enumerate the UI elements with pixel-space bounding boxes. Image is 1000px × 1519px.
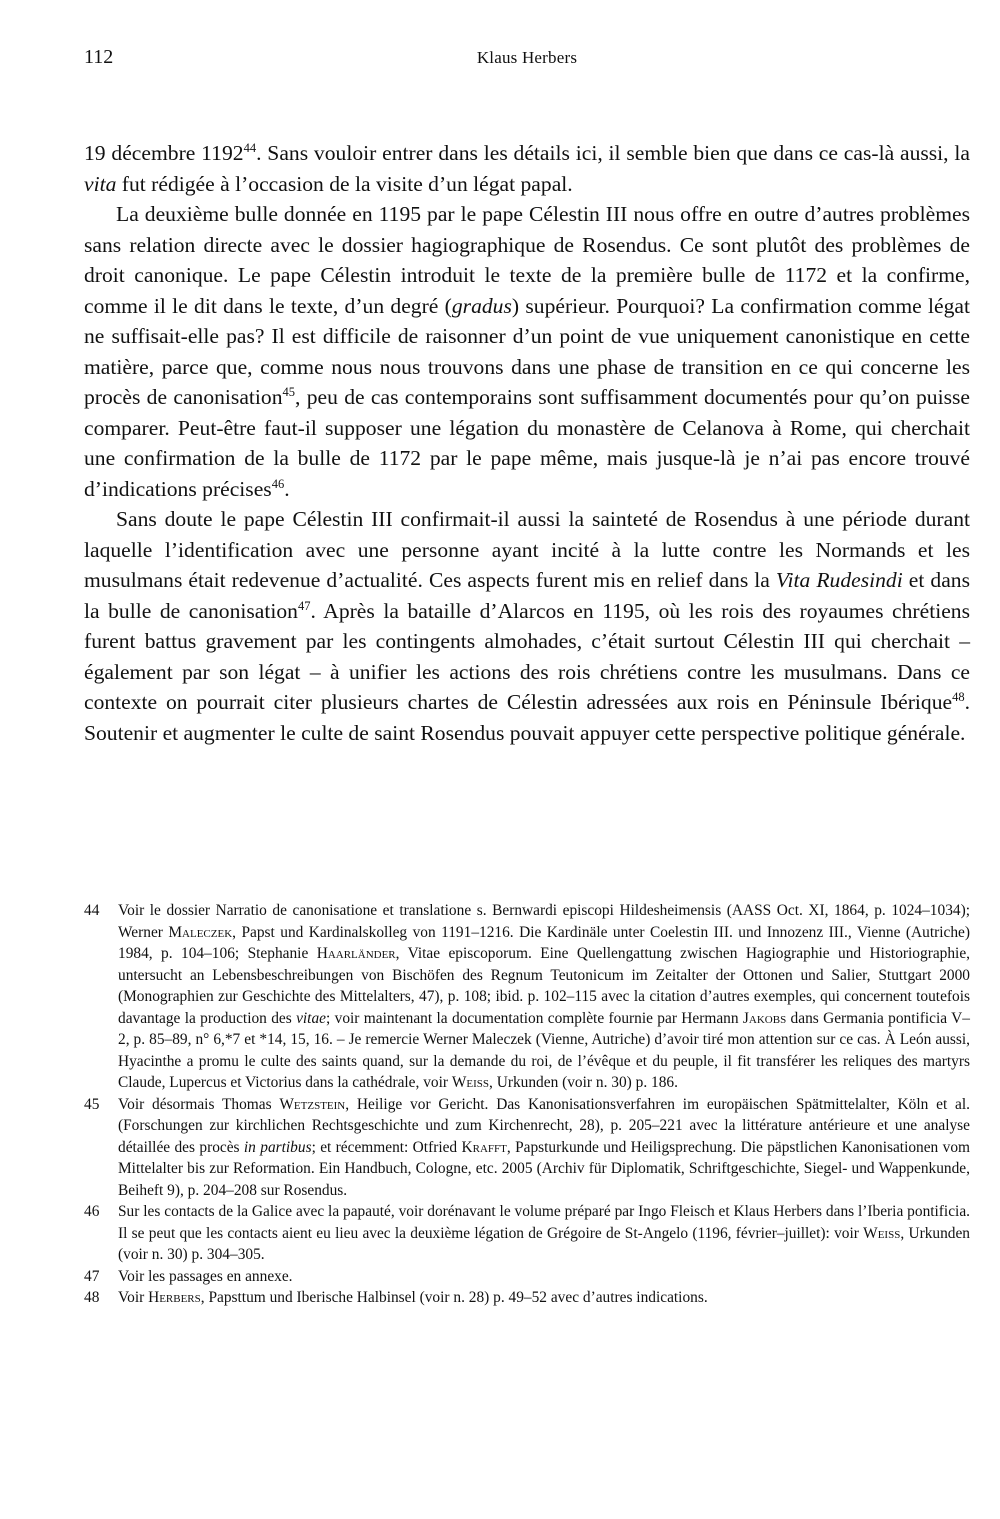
text-run: fut rédigée à l’occasion de la visite d’un légat papal. xyxy=(116,171,573,196)
footnote-text xyxy=(118,1201,970,1266)
author-name: Herbers xyxy=(148,1289,201,1306)
text-run: Voir xyxy=(118,1289,149,1306)
page-header xyxy=(84,40,970,76)
footnote-48 xyxy=(84,1287,970,1309)
italic-term: in partibus xyxy=(243,1138,312,1156)
footnote-46 xyxy=(84,1201,970,1266)
footnote-ref-44[interactable]: 44 xyxy=(243,140,257,155)
footnote-number: 48 xyxy=(84,1289,100,1306)
paragraph-3 xyxy=(84,504,970,748)
footnote-ref-48[interactable]: 48 xyxy=(952,689,965,704)
text-run: ; voir maintenant la documentation complète fournie par Hermann xyxy=(326,1009,743,1027)
running-head: Klaus Herbers xyxy=(476,48,578,67)
author-name: Jakobs xyxy=(742,1009,787,1027)
footnote-number: 44 xyxy=(84,902,100,919)
footnote-text xyxy=(118,1266,970,1288)
text-run: 19 décembre 1192 xyxy=(84,141,244,165)
footnote-ref-46[interactable]: 46 xyxy=(271,476,285,491)
footnote-ref-45[interactable]: 45 xyxy=(282,384,296,399)
text-run: . Soutenir et augmenter le culte de saint Rosendus pouvait appuyer cette perspective politique générale. xyxy=(84,690,970,745)
footnote-44 xyxy=(84,900,970,1094)
text-run: . Après la bataille d’Alarcos en 1195, où les rois des royaumes chrétiens furent battus gravement par les contingents almohades, c’était surtout Célestin III qui cherchait – également par son légat – à unifier les actions des rois chrétiens contre les musulmans. Dans ce contexte on pourrait citer plusieurs chartes de Célestin adressées aux rois en Péninsule Ibérique xyxy=(84,598,970,714)
footnote-47 xyxy=(84,1266,970,1288)
text-run: , peu de cas contemporains sont suffisamment documentés pour qu’on puisse comparer. Peut-être faut-il supposer une légation du monastère de Celanova à Rome, qui cherchait une confirmation de la bulle de 1172 par le pape même, mais jusque-là je n’ai pas encore trouvé d’indications précises xyxy=(84,385,970,501)
author-name: Weiss xyxy=(451,1074,490,1091)
footnote-text xyxy=(118,1094,970,1202)
paragraph-1 xyxy=(84,138,970,199)
footnote-text xyxy=(118,1287,970,1309)
footnote-45 xyxy=(84,1094,970,1202)
footnote-text xyxy=(118,900,970,1094)
page xyxy=(84,40,971,1306)
text-run: , Papsturkunde und Heiligsprechung. Die päpstlichen Kanonisationen vom Mittelalter bis zur Reformation. Ein Handbuch, Cologne, etc. 2005 (Archiv für Diplomatik, Schriftgeschichte, Siegel- und Wappenkunde, Beiheft 9), p. 204–208 sur Rosendus. xyxy=(118,1138,970,1199)
footnote-number: 46 xyxy=(84,1203,100,1220)
italic-term: vita xyxy=(84,171,117,196)
author-name: Haarländer xyxy=(316,945,396,962)
author-name: Wetzstein xyxy=(279,1095,346,1113)
text-run: , Vitae episcoporum. Eine Quellengattung zwischen Hagiographie und Historiographie, untersucht an Lebensbeschreibungen von Bischöfen des Regnum Teutonicum im Zeitalter der Ottonen und Salier, Stuttgart 2000 (Monographien zur Geschichte des Mittelalters, 47), p. 108; ibid. p. 102–115 avec la citation d’autres exemples, qui concernent toutefois davantage la production des xyxy=(118,945,970,1027)
text-run: . Sans vouloir entrer dans les détails ici, il semble bien que dans ce cas-là aussi, la xyxy=(256,141,970,165)
text-run: Voir les passages en annexe. xyxy=(118,1267,293,1285)
footnote-number: 47 xyxy=(84,1267,100,1285)
text-run: , Urkunden (voir n. 30) p. 304–305. xyxy=(118,1224,970,1263)
paragraph-2 xyxy=(84,199,970,504)
footnote-ref-47[interactable]: 47 xyxy=(297,598,311,613)
italic-title: Vita Rudesindi xyxy=(775,568,903,592)
text-run: ; et récemment: Otfried xyxy=(311,1138,462,1156)
footnotes xyxy=(84,900,970,1309)
text-run: , Urkunden (voir n. 30) p. 186. xyxy=(489,1074,678,1091)
body-text xyxy=(84,138,970,748)
text-run: dans Germania pontificia V–2, p. 85–89, n° 6,*7 et *14, 15, 16. – Je remercie Werner Maleczek (Vienne, Autriche) d’avoir tiré mon attention sur ce cas. À León aussi, Hyacinthe a promu le culte des saints quand, sur la demande du roi, de l’évêque et du peuple, il fit transférer les reliques des martyrs Claude, Lupercus et Victorius dans la cathédrale, voir xyxy=(118,1009,970,1091)
text-run: , Papsttum und Iberische Halbinsel (voir n. 28) p. 49–52 avec d’autres indications. xyxy=(200,1289,708,1306)
text-run: Voir désormais Thomas xyxy=(118,1095,280,1113)
text-run: La deuxième bulle donnée en 1195 par le pape Célestin III nous offre en outre d’autres problèmes sans relation directe avec le dossier hagiographique de Rosendus. Ce sont plutôt des problèmes de droit canonique. Le pape Célestin introduit le texte de la première bulle de 1172 et la confirme, comme il le dit dans le texte, d’un degré ( xyxy=(84,202,970,318)
text-run: Sur les contacts de la Galice avec la papauté, voir dorénavant le volume préparé par Ingo Fleisch et Klaus Herbers dans l’Iberia pontificia. Il se peut que les contacts aient eu lieu avec la deuxième légation de Grégoire de St-Angelo (1196, février–juillet): voir xyxy=(118,1203,970,1242)
author-name: Maleczek xyxy=(168,923,233,941)
text-run: Voir le dossier Narratio de canonisatione et translatione s. Bernwardi episcopi Hildesheimensis (AASS Oct. XI, 1864, p. 1024–1034); Werner xyxy=(118,902,970,941)
italic-term: gradus xyxy=(451,293,512,318)
author-name: Krafft xyxy=(461,1138,507,1156)
text-run: . xyxy=(284,476,290,501)
author-name: Weiss xyxy=(863,1224,901,1242)
text-run: Sans doute le pape Célestin III confirmait-il aussi la sainteté de Rosendus à une période durant laquelle l’identification avec une personne ayant incité à la lutte contre les Normands et les musulmans était redevenue d’actualité. Ces aspects furent mis en relief dans la xyxy=(84,507,970,592)
footnote-number: 45 xyxy=(84,1095,100,1113)
text-run: , Papst und Kardinalskolleg von 1191–1216. Die Kardinäle unter Coelestin III. und Innozenz III., Vienne (Autriche) 1984, p. 104–106; Stephanie xyxy=(118,923,970,962)
italic-term: vitae xyxy=(296,1009,326,1027)
text-run: , Heilige vor Gericht. Das Kanonisationsverfahren im europäischen Spätmittelalter, Köln et al. (Forschungen zur kirchlichen Rechtsgeschichte und zum Kirchenrecht, 28), p. 205–221 avec la littérature antérieure et une analyse détaillée des procès xyxy=(118,1095,971,1156)
text-run: et dans la bulle de canonisation xyxy=(84,568,970,623)
page-number: 112 xyxy=(84,46,114,68)
text-run: ) supérieur. Pourquoi? La confirmation comme légat ne suffisait-elle pas? Il est difficile de raisonner d’un point de vue uniquement canonistique en cette matière, parce que, comme nous nous trouvons dans une phase de transition en ce qui concerne les procès de canonisation xyxy=(84,293,970,409)
